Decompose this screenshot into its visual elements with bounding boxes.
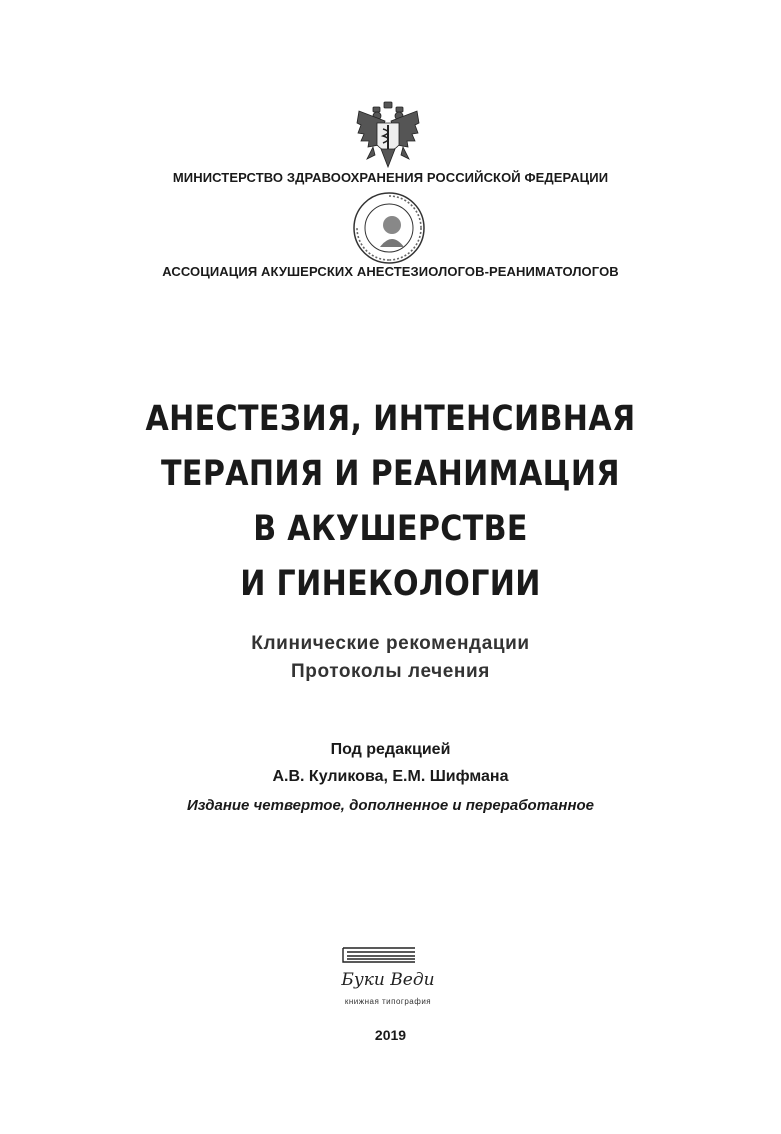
publisher-name: Буки Веди [341,970,435,990]
editors-block [0,736,781,790]
publisher-logo [333,942,443,1012]
association-seal-icon [352,191,426,265]
book-logo-icon [343,948,415,962]
subtitle-line: Клинические рекомендации [251,633,530,654]
editors-names: А.В. Куликова, Е.М. Шифмана [272,768,509,785]
association-name: АССОЦИАЦИЯ АКУШЕРСКИХ АНЕСТЕЗИОЛОГОВ-РЕАНИМАТОЛОГОВ [162,264,619,279]
book-title-line: В АКУШЕРСТВЕ [253,509,528,549]
book-title-line: АНЕСТЕЗИЯ, ИНТЕНСИВНАЯ [145,399,636,439]
double-headed-eagle-emblem-icon [355,101,421,169]
edition-note: Издание четвертое, дополненное и переработанное [186,797,595,814]
publication-year: 2019 [374,1027,407,1043]
book-title-line: ТЕРАПИЯ И РЕАНИМАЦИЯ [161,454,620,494]
publisher-tagline: книжная типография [344,997,432,1006]
ministry-name: МИНИСТЕРСТВО ЗДРАВООХРАНЕНИЯ РОССИЙСКОЙ ФЕДЕРАЦИИ [172,170,609,185]
editors-label: Под редакцией [330,741,451,758]
subtitle-line: Протоколы лечения [291,661,490,682]
book-title [0,392,781,612]
book-title-line: И ГИНЕКОЛОГИИ [240,564,541,604]
book-subtitle [0,630,781,686]
